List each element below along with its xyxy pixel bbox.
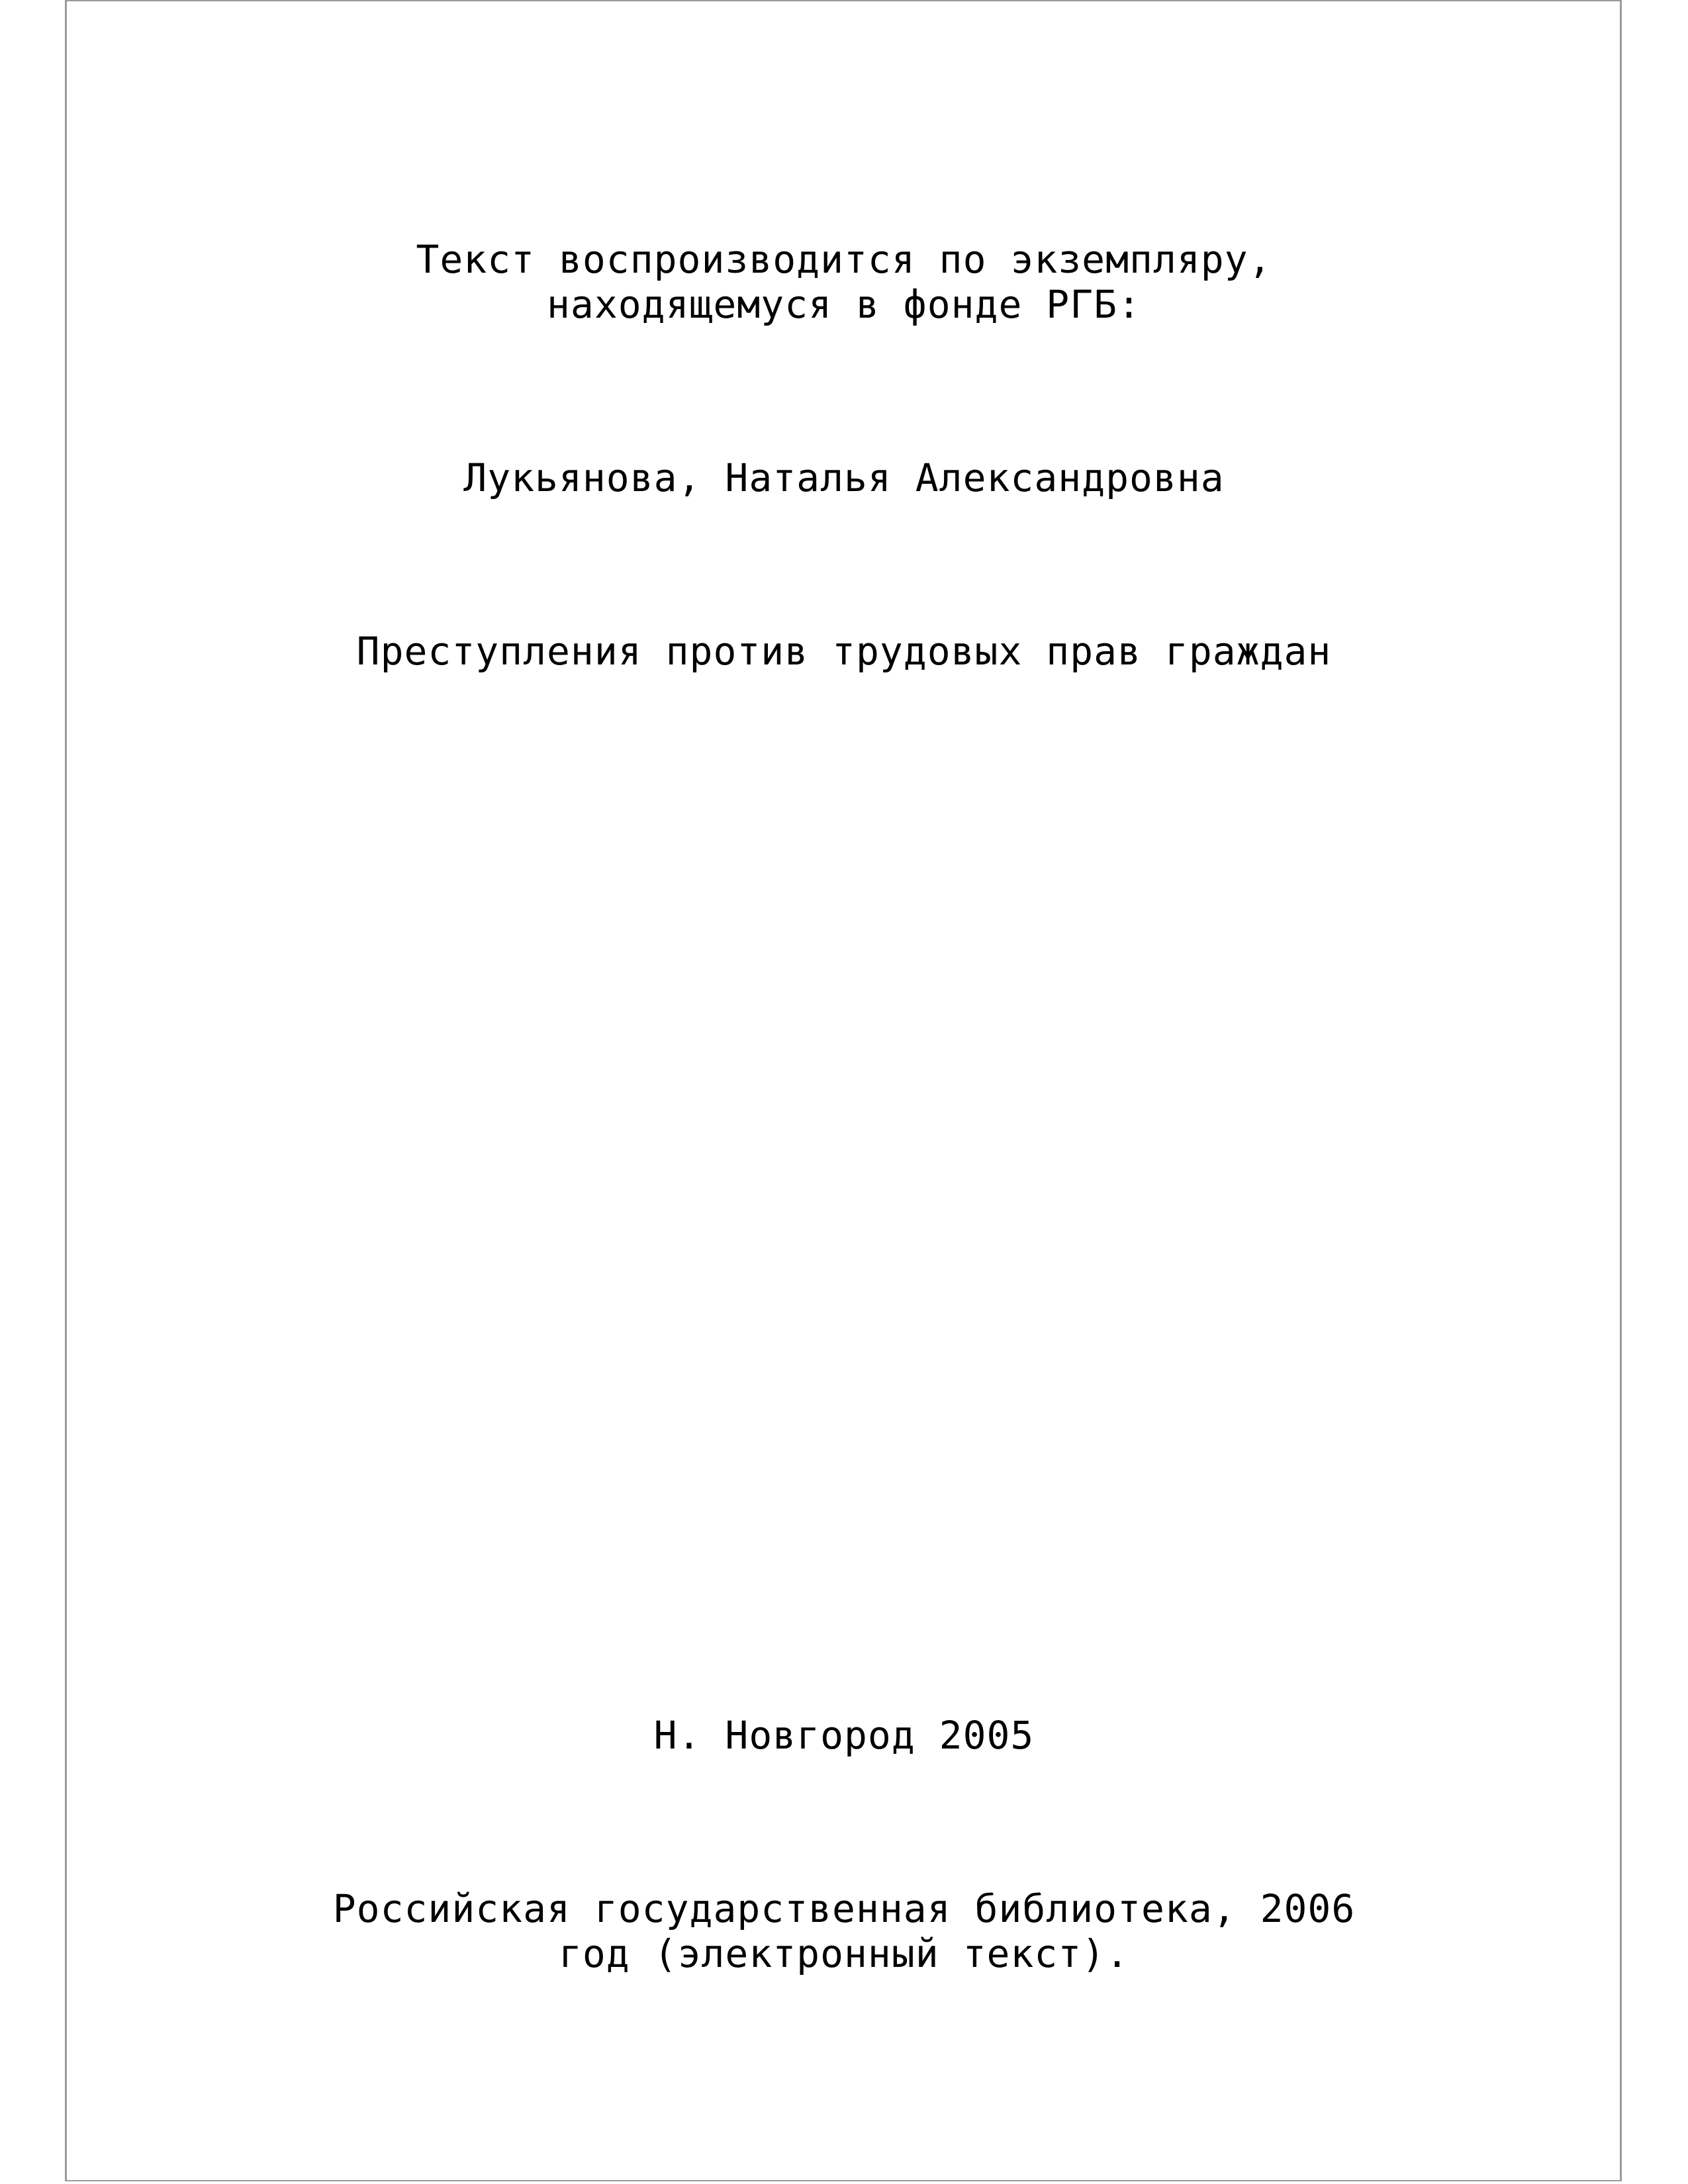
page-frame <box>65 0 1622 2181</box>
place-and-year: Н. Новгород 2005 <box>653 1713 1035 1758</box>
author-name: Лукьянова, Наталья Александровна <box>463 455 1225 500</box>
document-title: Преступления против трудовых прав граждан <box>356 629 1332 674</box>
source-note-line-2: находящемуся в фонде РГБ: <box>547 282 1141 327</box>
publisher-note-line-1: Российская государственная библиотека, 2006 <box>332 1886 1356 1931</box>
source-note-line-1: Текст воспроизводится по экземпляру, <box>416 237 1272 282</box>
publisher-note-line-2: год (электронный текст). <box>558 1931 1130 1976</box>
